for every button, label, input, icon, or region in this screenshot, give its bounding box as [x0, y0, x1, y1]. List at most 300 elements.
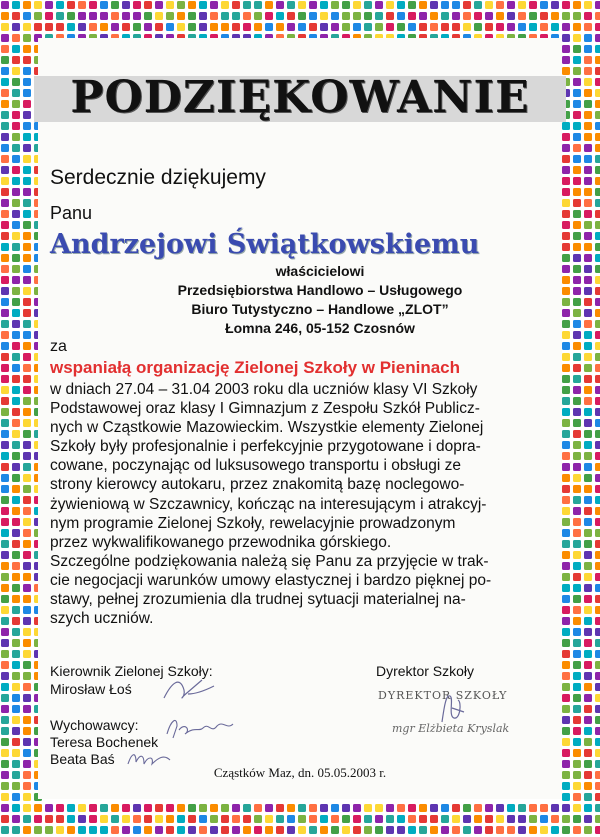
border-tile [584, 12, 592, 20]
border-tile [56, 815, 64, 823]
border-tile [34, 23, 42, 31]
border-tile [309, 12, 317, 20]
border-tile [342, 23, 350, 31]
border-tile [23, 496, 31, 504]
border-tile [45, 804, 53, 812]
border-tile [595, 177, 600, 185]
border-tile [562, 232, 570, 240]
border-tile [573, 56, 581, 64]
border-tile [12, 364, 20, 372]
border-tile [12, 386, 20, 394]
border-tile [23, 1, 31, 9]
border-tile [23, 606, 31, 614]
border-tile [111, 1, 119, 9]
border-tile [23, 78, 31, 86]
border-tile [56, 12, 64, 20]
border-tile [551, 804, 559, 812]
border-tile [34, 815, 42, 823]
border-tile [595, 573, 600, 581]
border-tile [287, 804, 295, 812]
border-tile [595, 507, 600, 515]
border-tile [584, 56, 592, 64]
border-tile [584, 474, 592, 482]
border-tile [23, 111, 31, 119]
border-tile [584, 562, 592, 570]
border-tile [23, 419, 31, 427]
border-tile [1, 386, 9, 394]
border-tile [551, 815, 559, 823]
border-tile [122, 23, 130, 31]
border-tile [243, 815, 251, 823]
border-tile [133, 12, 141, 20]
border-tile [584, 826, 592, 834]
border-tile [562, 353, 570, 361]
border-tile [529, 12, 537, 20]
border-tile [562, 1, 570, 9]
border-tile [12, 617, 20, 625]
border-tile [23, 56, 31, 64]
border-tile [562, 342, 570, 350]
border-tile [166, 23, 174, 31]
border-tile [562, 276, 570, 284]
border-tile [1, 540, 9, 548]
border-tile [12, 441, 20, 449]
border-tile [1, 144, 9, 152]
border-tile [1, 628, 9, 636]
border-tile [595, 67, 600, 75]
border-tile [89, 815, 97, 823]
border-tile [12, 45, 20, 53]
border-tile [12, 540, 20, 548]
border-tile [584, 133, 592, 141]
body-line: nych w Cząstkowie Mazowieckim. Wszystkie elementy Zielonej [50, 419, 484, 437]
border-tile [221, 12, 229, 20]
border-tile [584, 364, 592, 372]
border-tile [595, 89, 600, 97]
border-tile [199, 23, 207, 31]
teachers-role: Wychowawcy: [50, 717, 139, 733]
border-tile [23, 452, 31, 460]
border-tile [177, 815, 185, 823]
body-text [50, 380, 570, 628]
border-tile [375, 815, 383, 823]
border-tile [265, 1, 273, 9]
border-tile [320, 804, 328, 812]
border-tile [12, 749, 20, 757]
border-tile [419, 12, 427, 20]
border-tile [23, 243, 31, 251]
border-tile [584, 254, 592, 262]
border-tile [166, 815, 174, 823]
border-tile [144, 12, 152, 20]
border-tile [595, 826, 600, 834]
border-tile [562, 650, 570, 658]
border-tile [45, 815, 53, 823]
border-tile [12, 177, 20, 185]
border-tile [573, 485, 581, 493]
border-tile [1, 595, 9, 603]
border-tile [419, 804, 427, 812]
border-tile [595, 485, 600, 493]
border-tile [265, 23, 273, 31]
border-tile [331, 12, 339, 20]
border-tile [188, 23, 196, 31]
border-tile [474, 804, 482, 812]
border-tile [562, 12, 570, 20]
border-tile [562, 804, 570, 812]
border-tile [221, 1, 229, 9]
border-tile [375, 804, 383, 812]
border-tile [210, 23, 218, 31]
border-tile [12, 276, 20, 284]
border-tile [584, 815, 592, 823]
border-tile [1, 265, 9, 273]
border-tile [595, 111, 600, 119]
border-tile [573, 694, 581, 702]
border-tile [1, 496, 9, 504]
border-tile [562, 188, 570, 196]
border-tile [309, 826, 317, 834]
border-tile [562, 694, 570, 702]
border-tile [595, 188, 600, 196]
border-tile [12, 210, 20, 218]
border-tile [1, 188, 9, 196]
border-tile [584, 210, 592, 218]
border-tile [584, 540, 592, 548]
border-tile [529, 23, 537, 31]
border-tile [584, 287, 592, 295]
border-tile [298, 12, 306, 20]
border-tile [23, 177, 31, 185]
border-tile [12, 155, 20, 163]
border-tile [595, 144, 600, 152]
border-tile [12, 254, 20, 262]
border-tile [34, 1, 42, 9]
border-tile [573, 364, 581, 372]
border-tile [23, 12, 31, 20]
border-tile [452, 826, 460, 834]
border-tile [243, 23, 251, 31]
border-tile [595, 364, 600, 372]
border-tile [45, 23, 53, 31]
border-tile [375, 23, 383, 31]
border-tile [584, 309, 592, 317]
border-tile [562, 254, 570, 262]
border-tile [1, 639, 9, 647]
border-tile [122, 815, 130, 823]
border-tile [573, 89, 581, 97]
border-tile [298, 1, 306, 9]
border-tile [595, 298, 600, 306]
border-tile [23, 133, 31, 141]
border-tile [573, 386, 581, 394]
border-tile [573, 221, 581, 229]
border-tile [485, 1, 493, 9]
border-tile [12, 188, 20, 196]
border-tile [518, 804, 526, 812]
border-tile [221, 804, 229, 812]
border-tile [584, 782, 592, 790]
border-tile [485, 804, 493, 812]
border-tile [23, 639, 31, 647]
border-tile [144, 804, 152, 812]
border-tile [1, 287, 9, 295]
border-tile [177, 826, 185, 834]
border-tile [100, 23, 108, 31]
border-tile [584, 23, 592, 31]
border-tile [1, 408, 9, 416]
border-tile [595, 353, 600, 361]
border-tile [595, 309, 600, 317]
border-tile [1, 122, 9, 130]
border-tile [1, 221, 9, 229]
border-tile [23, 782, 31, 790]
border-tile [23, 34, 31, 42]
border-tile [1, 606, 9, 614]
border-tile [144, 1, 152, 9]
border-tile [12, 232, 20, 240]
border-tile [23, 408, 31, 416]
border-tile [595, 232, 600, 240]
border-tile [573, 144, 581, 152]
border-tile [573, 111, 581, 119]
border-tile [573, 331, 581, 339]
border-tile [573, 177, 581, 185]
border-tile [584, 177, 592, 185]
border-tile [562, 683, 570, 691]
border-tile [100, 804, 108, 812]
border-tile [419, 815, 427, 823]
border-tile [199, 1, 207, 9]
border-tile [1, 474, 9, 482]
border-tile [12, 485, 20, 493]
body-line: stawy, pełnej zrozumienia dla trudnej sytuacji materialnej na- [50, 591, 466, 609]
border-tile [562, 364, 570, 372]
border-tile [23, 716, 31, 724]
border-tile [584, 507, 592, 515]
border-tile [1, 309, 9, 317]
border-tile [23, 507, 31, 515]
border-tile [1, 133, 9, 141]
border-tile [584, 232, 592, 240]
border-tile [573, 287, 581, 295]
border-tile [12, 199, 20, 207]
border-tile [584, 606, 592, 614]
border-tile [12, 606, 20, 614]
border-tile [595, 375, 600, 383]
border-tile [12, 562, 20, 570]
border-tile [463, 815, 471, 823]
border-tile [23, 298, 31, 306]
border-tile [12, 661, 20, 669]
border-tile [298, 826, 306, 834]
border-tile [364, 12, 372, 20]
border-tile [1, 78, 9, 86]
border-tile [1, 529, 9, 537]
border-tile [584, 276, 592, 284]
border-tile [584, 375, 592, 383]
border-tile [573, 727, 581, 735]
border-tile [12, 166, 20, 174]
border-tile [584, 727, 592, 735]
border-tile [122, 1, 130, 9]
border-tile [595, 628, 600, 636]
border-tile [419, 1, 427, 9]
border-tile [463, 12, 471, 20]
border-tile [23, 584, 31, 592]
border-tile [584, 342, 592, 350]
border-tile [595, 265, 600, 273]
border-tile [562, 815, 570, 823]
border-tile [595, 793, 600, 801]
border-tile [23, 265, 31, 273]
border-tile [78, 12, 86, 20]
border-tile [12, 375, 20, 383]
border-tile [1, 166, 9, 174]
border-tile [595, 287, 600, 295]
border-tile [595, 562, 600, 570]
border-tile [12, 243, 20, 251]
border-tile [23, 45, 31, 53]
border-tile [573, 298, 581, 306]
border-tile [155, 12, 163, 20]
body-line: nym programie Zielonej Szkoły, rewelacyjnie prowadzonym [50, 514, 456, 532]
border-tile [584, 628, 592, 636]
border-tile [595, 320, 600, 328]
border-tile [573, 188, 581, 196]
border-tile [1, 694, 9, 702]
border-tile [23, 661, 31, 669]
border-tile [562, 265, 570, 273]
border-tile [23, 793, 31, 801]
border-tile [441, 804, 449, 812]
border-tile [551, 1, 559, 9]
border-tile [1, 232, 9, 240]
border-tile [12, 331, 20, 339]
border-tile [1, 749, 9, 757]
border-tile [584, 265, 592, 273]
border-tile [573, 595, 581, 603]
border-tile [1, 23, 9, 31]
border-tile [463, 23, 471, 31]
border-tile [573, 155, 581, 163]
border-tile [254, 815, 262, 823]
border-tile [1, 584, 9, 592]
border-tile [595, 331, 600, 339]
border-tile [1, 243, 9, 251]
border-tile [452, 12, 460, 20]
border-tile [45, 1, 53, 9]
border-tile [518, 12, 526, 20]
border-tile [584, 45, 592, 53]
border-tile [562, 793, 570, 801]
border-tile [573, 606, 581, 614]
border-tile [386, 804, 394, 812]
teacher-1-signature [163, 712, 237, 742]
border-tile [474, 12, 482, 20]
border-tile [595, 34, 600, 42]
border-tile [111, 804, 119, 812]
border-tile [12, 694, 20, 702]
border-tile [287, 12, 295, 20]
border-tile [298, 815, 306, 823]
border-tile [562, 727, 570, 735]
border-tile [276, 12, 284, 20]
border-tile [353, 815, 361, 823]
border-tile [1, 617, 9, 625]
border-tile [584, 386, 592, 394]
border-tile [573, 463, 581, 471]
border-tile [12, 221, 20, 229]
border-tile [1, 661, 9, 669]
border-tile [386, 12, 394, 20]
border-tile [1, 727, 9, 735]
border-tile [1, 683, 9, 691]
border-tile [12, 100, 20, 108]
border-tile [573, 650, 581, 658]
border-tile [573, 430, 581, 438]
border-tile [331, 1, 339, 9]
border-tile [595, 23, 600, 31]
border-tile [485, 826, 493, 834]
border-tile [45, 826, 53, 834]
leader-role: Kierownik Zielonej Szkoły: [50, 663, 213, 679]
border-tile [144, 815, 152, 823]
border-tile [595, 210, 600, 218]
border-tile [309, 1, 317, 9]
border-tile [210, 804, 218, 812]
border-tile [595, 474, 600, 482]
border-tile [573, 23, 581, 31]
border-tile [1, 342, 9, 350]
border-tile [34, 12, 42, 20]
border-tile [595, 815, 600, 823]
border-tile [1, 199, 9, 207]
recipient-address: Łomna 246, 05-152 Czosnów [225, 320, 415, 336]
border-tile [595, 155, 600, 163]
border-tile [573, 782, 581, 790]
border-tile [1, 551, 9, 559]
border-tile [12, 518, 20, 526]
border-tile [595, 650, 600, 658]
border-tile [573, 45, 581, 53]
border-tile [595, 672, 600, 680]
border-tile [1, 485, 9, 493]
border-tile [23, 705, 31, 713]
border-tile [573, 540, 581, 548]
border-tile [408, 1, 416, 9]
border-tile [23, 804, 31, 812]
leader-name: Mirosław Łoś [50, 681, 132, 697]
border-tile [56, 23, 64, 31]
border-tile [408, 23, 416, 31]
border-tile [573, 166, 581, 174]
border-tile [595, 738, 600, 746]
border-tile [1, 210, 9, 218]
border-tile [23, 232, 31, 240]
border-tile [89, 826, 97, 834]
border-tile [23, 650, 31, 658]
border-tile [265, 804, 273, 812]
border-tile [452, 1, 460, 9]
border-tile [12, 56, 20, 64]
border-tile [573, 353, 581, 361]
border-tile [1, 320, 9, 328]
border-tile [67, 1, 75, 9]
border-tile [309, 804, 317, 812]
border-tile [100, 12, 108, 20]
border-tile [562, 45, 570, 53]
